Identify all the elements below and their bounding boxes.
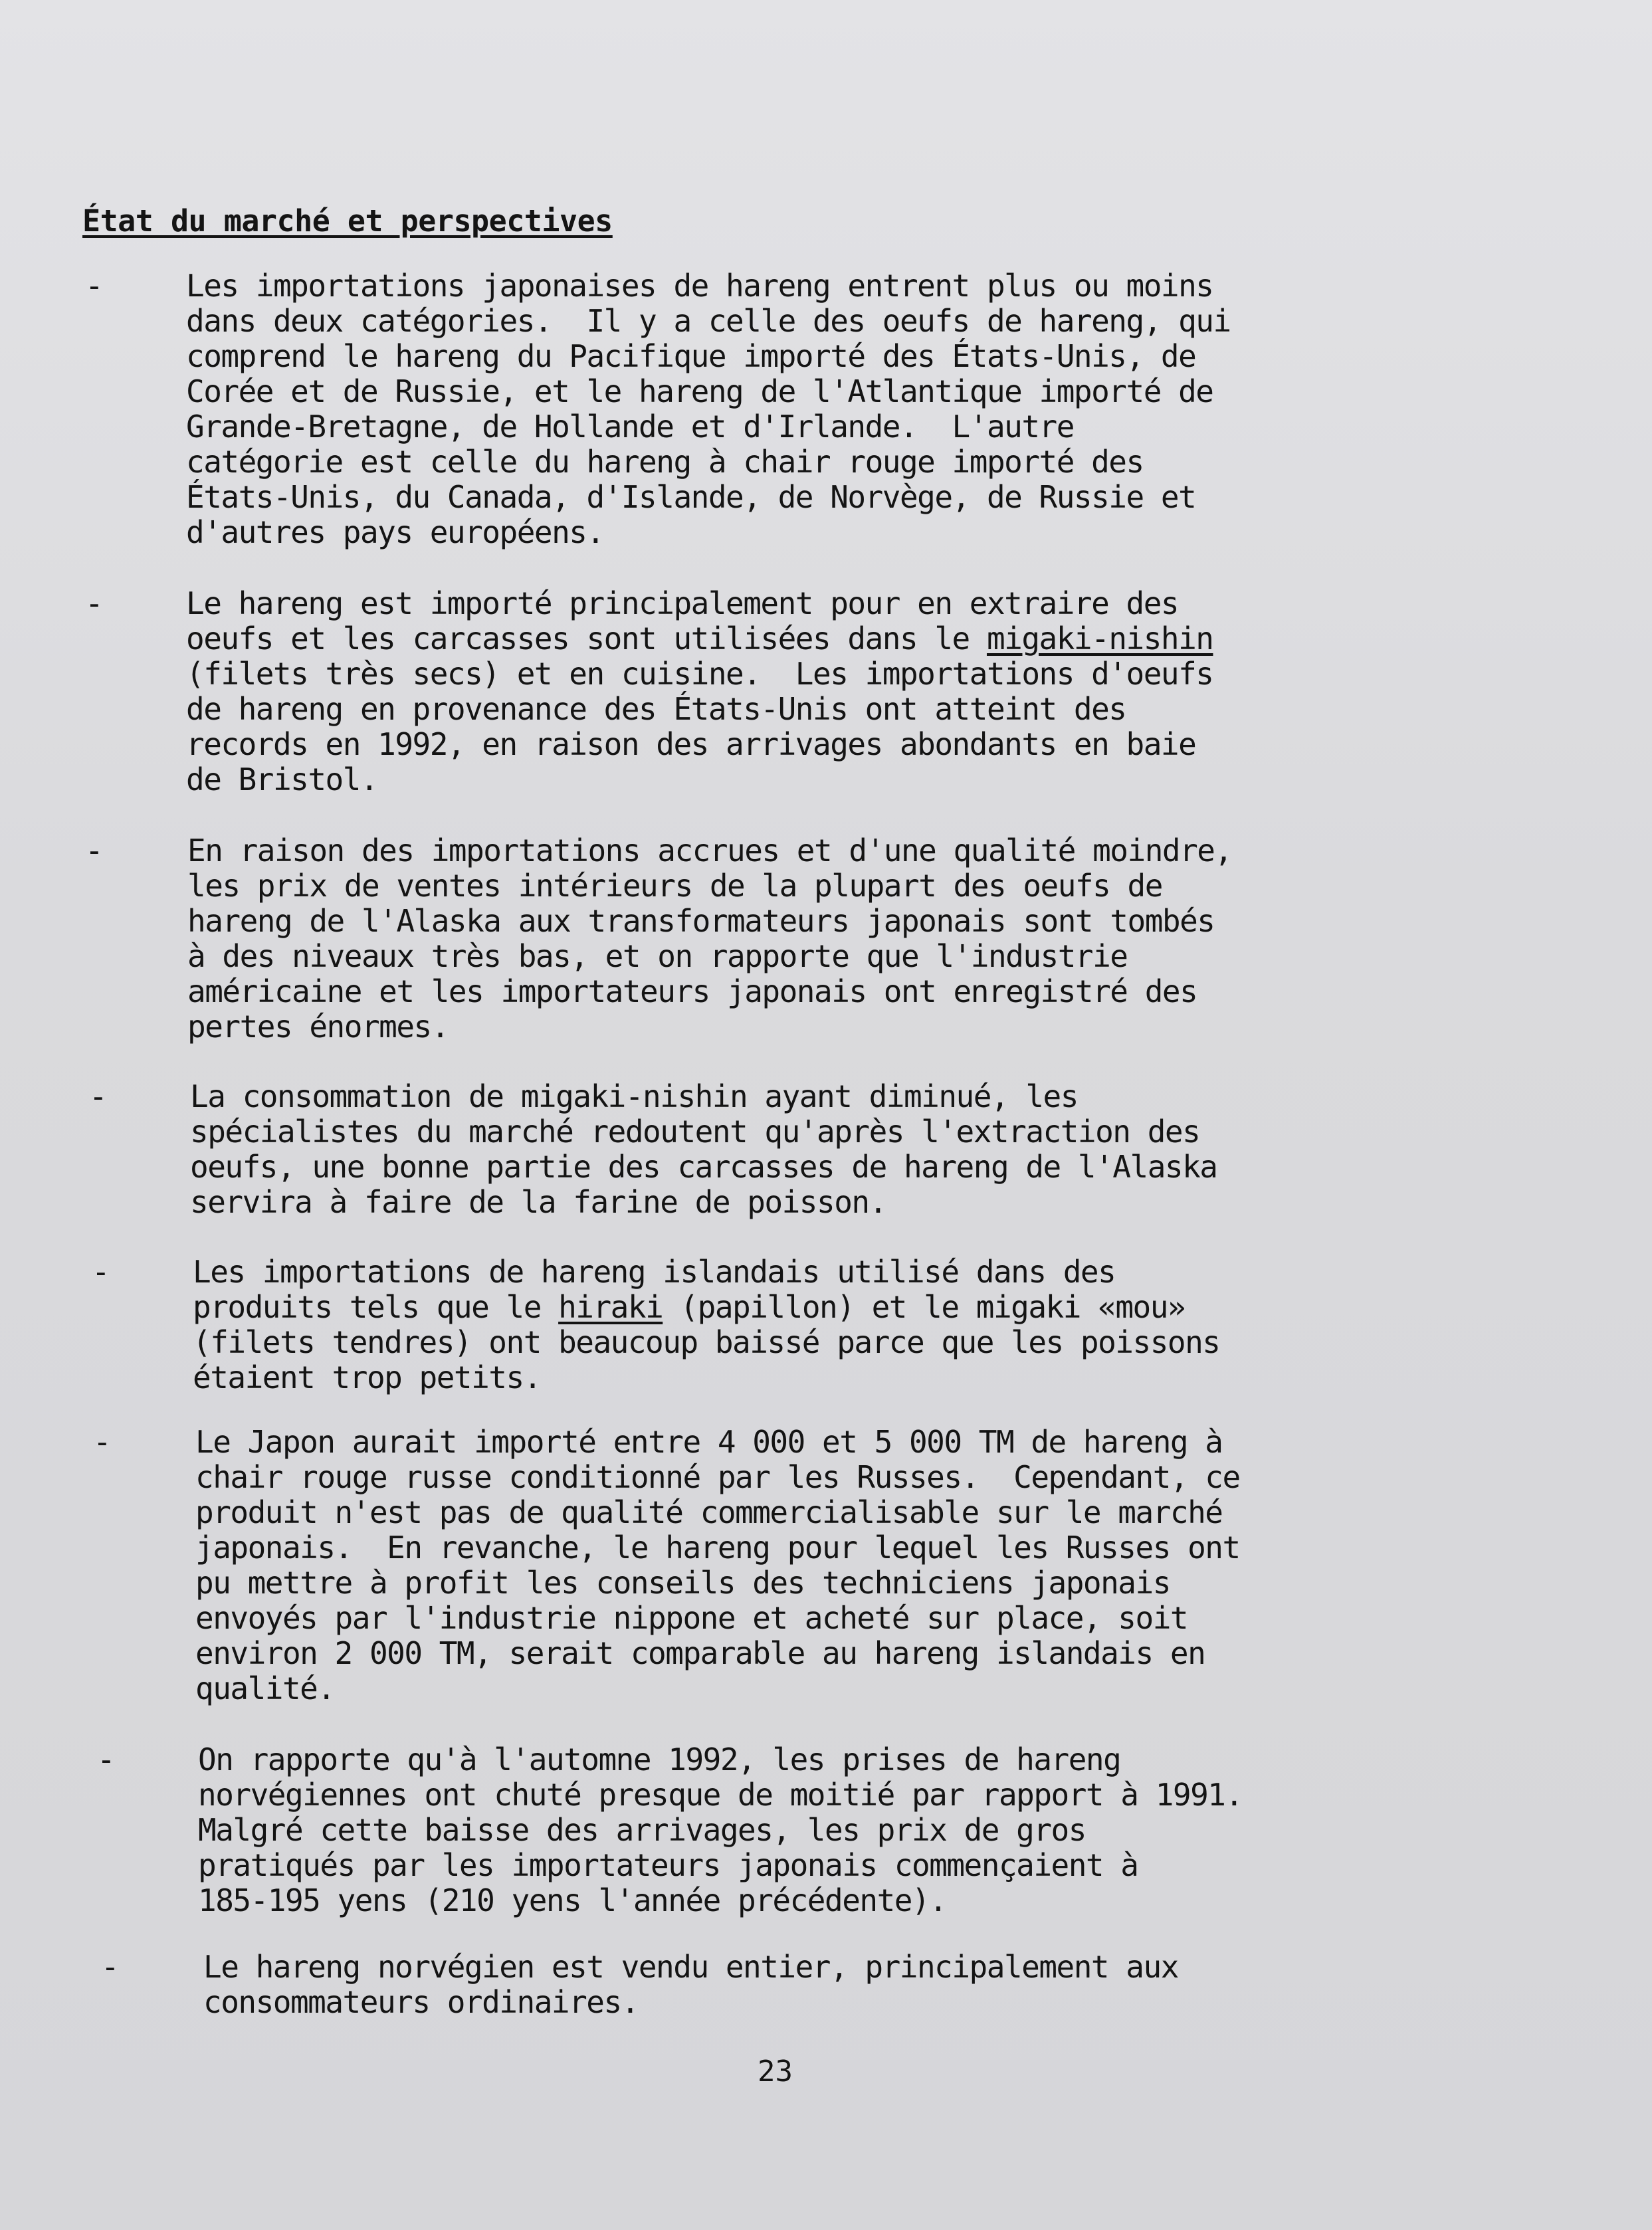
text-line: spécialistes du marché redoutent qu'après l'extraction des bbox=[190, 1114, 1200, 1150]
text-line: Le Japon aurait importé entre 4 000 et 5 000 TM de hareng à bbox=[195, 1424, 1223, 1460]
text-line: (papillon) et le migaki «mou» bbox=[663, 1289, 1186, 1325]
text-line: catégorie est celle du hareng à chair rouge importé des bbox=[186, 444, 1144, 480]
text-line: En raison des importations accrues et d'une qualité moindre, bbox=[187, 833, 1232, 868]
text-line: 185-195 yens (210 yens l'année précédente). bbox=[198, 1882, 947, 1918]
text-line: produit n'est pas de qualité commercialisable sur le marché bbox=[195, 1494, 1223, 1530]
text-line: (filets très secs) et en cuisine. Les importations d'oeufs bbox=[186, 656, 1213, 692]
paragraph-1 bbox=[186, 268, 1489, 550]
text-line: La consommation de migaki-nishin ayant diminué, les bbox=[190, 1078, 1078, 1114]
text-line: Malgré cette baisse des arrivages, les prix de gros bbox=[198, 1812, 1086, 1848]
text-line: comprend le hareng du Pacifique importé des États-Unis, de bbox=[186, 338, 1196, 374]
text-line: envoyés par l'industrie nippone et acheté sur place, soit bbox=[195, 1600, 1188, 1636]
text-line: japonais. En revanche, le hareng pour lequel les Russes ont bbox=[195, 1530, 1240, 1566]
text-line: environ 2 000 TM, serait comparable au hareng islandais en bbox=[195, 1635, 1205, 1671]
section-heading: État du marché et perspectives bbox=[82, 203, 613, 239]
text-line: pratiqués par les importateurs japonais commençaient à bbox=[198, 1847, 1138, 1883]
paragraph-2 bbox=[186, 586, 1489, 797]
text-line: pu mettre à profit les conseils des techniciens japonais bbox=[195, 1565, 1170, 1601]
text-line: norvégiennes ont chuté presque de moitié par rapport à 1991. bbox=[198, 1777, 1243, 1813]
text-line: pertes énormes. bbox=[187, 1009, 449, 1045]
text-line: oeufs, une bonne partie des carcasses de hareng de l'Alaska bbox=[190, 1149, 1217, 1185]
text-line: (filets tendres) ont beaucoup baissé parce que les poissons bbox=[193, 1324, 1220, 1360]
text-line: d'autres pays européens. bbox=[186, 514, 604, 550]
text-line: étaient trop petits. bbox=[193, 1360, 541, 1395]
text-line: qualité. bbox=[195, 1671, 335, 1706]
text-line: Le hareng est importé principalement pour en extraire des bbox=[186, 585, 1179, 621]
text-line: chair rouge russe conditionné par les Russes. Cependant, ce bbox=[195, 1459, 1240, 1495]
text-line: Les importations de hareng islandais utilisé dans des bbox=[193, 1254, 1116, 1290]
text-line: On rapporte qu'à l'automne 1992, les prises de hareng bbox=[198, 1742, 1121, 1777]
text-line: les prix de ventes intérieurs de la plupart des oeufs de bbox=[187, 868, 1162, 904]
text-line: produits tels que le bbox=[193, 1289, 559, 1325]
bullet-dash: - bbox=[93, 1424, 112, 1460]
paragraph-5 bbox=[193, 1255, 1495, 1395]
paragraph-8 bbox=[203, 1950, 1506, 2020]
text-line: oeufs et les carcasses sont utilisées dans le bbox=[186, 621, 987, 657]
page-number: 23 bbox=[758, 2055, 793, 2088]
text-line: servira à faire de la farine de poisson. bbox=[190, 1184, 886, 1220]
text-line: dans deux catégories. Il y a celle des oeufs de hareng, qui bbox=[186, 303, 1231, 339]
text-line: États-Unis, du Canada, d'Islande, de Norvège, de Russie et bbox=[186, 479, 1196, 515]
text-line: consommateurs ordinaires. bbox=[203, 1984, 639, 2020]
text-line: hareng de l'Alaska aux transformateurs japonais sont tombés bbox=[187, 903, 1215, 939]
text-line: Le hareng norvégien est vendu entier, principalement aux bbox=[203, 1949, 1178, 1985]
bullet-dash: - bbox=[85, 268, 104, 304]
bullet-dash: - bbox=[85, 833, 104, 868]
text-line: de Bristol. bbox=[186, 761, 378, 797]
underlined-term: migaki-nishin bbox=[986, 621, 1213, 657]
paragraph-3 bbox=[187, 833, 1490, 1045]
bullet-dash: - bbox=[92, 1254, 110, 1290]
underlined-term: hiraki bbox=[558, 1289, 663, 1325]
text-line: à des niveaux très bas, et on rapporte que l'industrie bbox=[187, 938, 1128, 974]
text-line: Corée et de Russie, et le hareng de l'Atlantique importé de bbox=[186, 373, 1213, 409]
text-line: Grande-Bretagne, de Hollande et d'Irlande. L'autre bbox=[186, 409, 1074, 445]
text-line: de hareng en provenance des États-Unis ont atteint des bbox=[186, 691, 1126, 727]
paragraph-4 bbox=[190, 1079, 1493, 1220]
text-line: américaine et les importateurs japonais ont enregistré des bbox=[187, 973, 1197, 1009]
text-line: records en 1992, en raison des arrivages abondants en baie bbox=[186, 726, 1196, 762]
paragraph-7 bbox=[198, 1742, 1500, 1918]
bullet-dash: - bbox=[97, 1742, 116, 1777]
bullet-dash: - bbox=[89, 1078, 108, 1114]
paragraph-6 bbox=[195, 1425, 1498, 1706]
bullet-dash: - bbox=[101, 1949, 120, 1985]
text-line: Les importations japonaises de hareng entrent plus ou moins bbox=[186, 268, 1213, 304]
bullet-dash: - bbox=[85, 585, 104, 621]
